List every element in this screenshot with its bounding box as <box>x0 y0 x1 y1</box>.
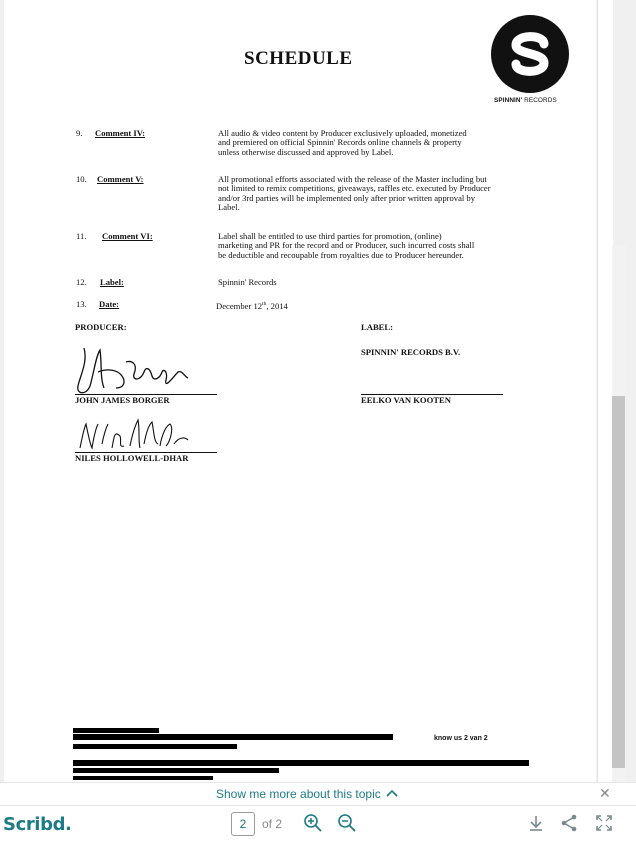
item-label: Comment IV: <box>95 128 146 138</box>
label-company: SPINNIN' RECORDS B.V. <box>361 347 461 357</box>
page-number-input[interactable]: 2 <box>231 812 255 836</box>
page-total: of 2 <box>262 817 283 831</box>
logo-wordmark: SPINNIN' RECORDS <box>494 97 557 104</box>
document-page <box>4 0 596 782</box>
item-label: Date: <box>99 299 120 309</box>
scrollbar-thumb[interactable] <box>612 396 625 768</box>
redacted-block <box>73 728 159 733</box>
redacted-block <box>73 760 529 766</box>
item-number: 9. <box>76 128 83 138</box>
scribd-logo[interactable]: Scribd. <box>3 814 72 835</box>
page-title: SCHEDULE <box>244 48 353 69</box>
show-more-topic-link[interactable]: Show me more about this topic <box>216 787 398 801</box>
signature-1 <box>74 342 194 398</box>
item-number: 12. <box>76 277 87 287</box>
redacted-block <box>73 744 237 749</box>
spinnin-logo-icon <box>490 14 570 94</box>
label-signatory-name: EELKO VAN KOOTEN <box>361 395 451 405</box>
item-text: All promotional efforts associated with the release of the Master including but not limited to remix competitions, giveaways, raffles etc. executed by Producer and/or 3rd parties will be implemented only after prior written approval by Label. <box>218 174 491 213</box>
signature-2 <box>74 414 194 456</box>
item-number: 11. <box>76 231 87 241</box>
date-value: December 12th, 2014 <box>216 300 288 311</box>
zoom-out-icon[interactable] <box>337 813 357 833</box>
item-text: Label shall be entitled to use third parties for promotion, (online) marketing and PR for the record and or Producer, such incurred costs shall be deductible and recoupable from royalties due to Producer hereunder. <box>218 231 475 260</box>
label-heading: LABEL: <box>361 322 393 332</box>
redacted-block <box>73 776 213 780</box>
zoom-in-icon[interactable] <box>303 813 323 833</box>
signatory-name: NILES HOLLOWELL-DHAR <box>75 453 189 463</box>
footer-page-label: know us 2 van 2 <box>434 735 488 742</box>
topic-suggestion-bar <box>0 782 636 805</box>
item-number: 10. <box>76 174 87 184</box>
signatory-name: JOHN JAMES BORGER <box>75 395 170 405</box>
item-number: 13. <box>76 299 87 309</box>
item-label: Label: <box>100 277 124 287</box>
item-label: Comment VI: <box>102 231 153 241</box>
redacted-block <box>73 734 393 740</box>
item-label: Comment V: <box>97 174 144 184</box>
redacted-block <box>73 768 279 773</box>
download-icon[interactable] <box>526 813 546 833</box>
viewer-toolbar <box>0 805 636 845</box>
close-icon[interactable]: ✕ <box>599 786 611 802</box>
chevron-up-icon <box>386 789 398 798</box>
item-text: Spinnin' Records <box>218 277 277 287</box>
fullscreen-icon[interactable] <box>594 813 614 833</box>
item-text: All audio & video content by Producer exclusively uploaded, monetized and premiered on official Spinnin' Records online channels & property unless otherwise discussed and approved by Label. <box>218 128 467 157</box>
page-gutter <box>597 0 613 782</box>
producer-heading: PRODUCER: <box>75 322 127 332</box>
share-icon[interactable] <box>559 813 579 833</box>
